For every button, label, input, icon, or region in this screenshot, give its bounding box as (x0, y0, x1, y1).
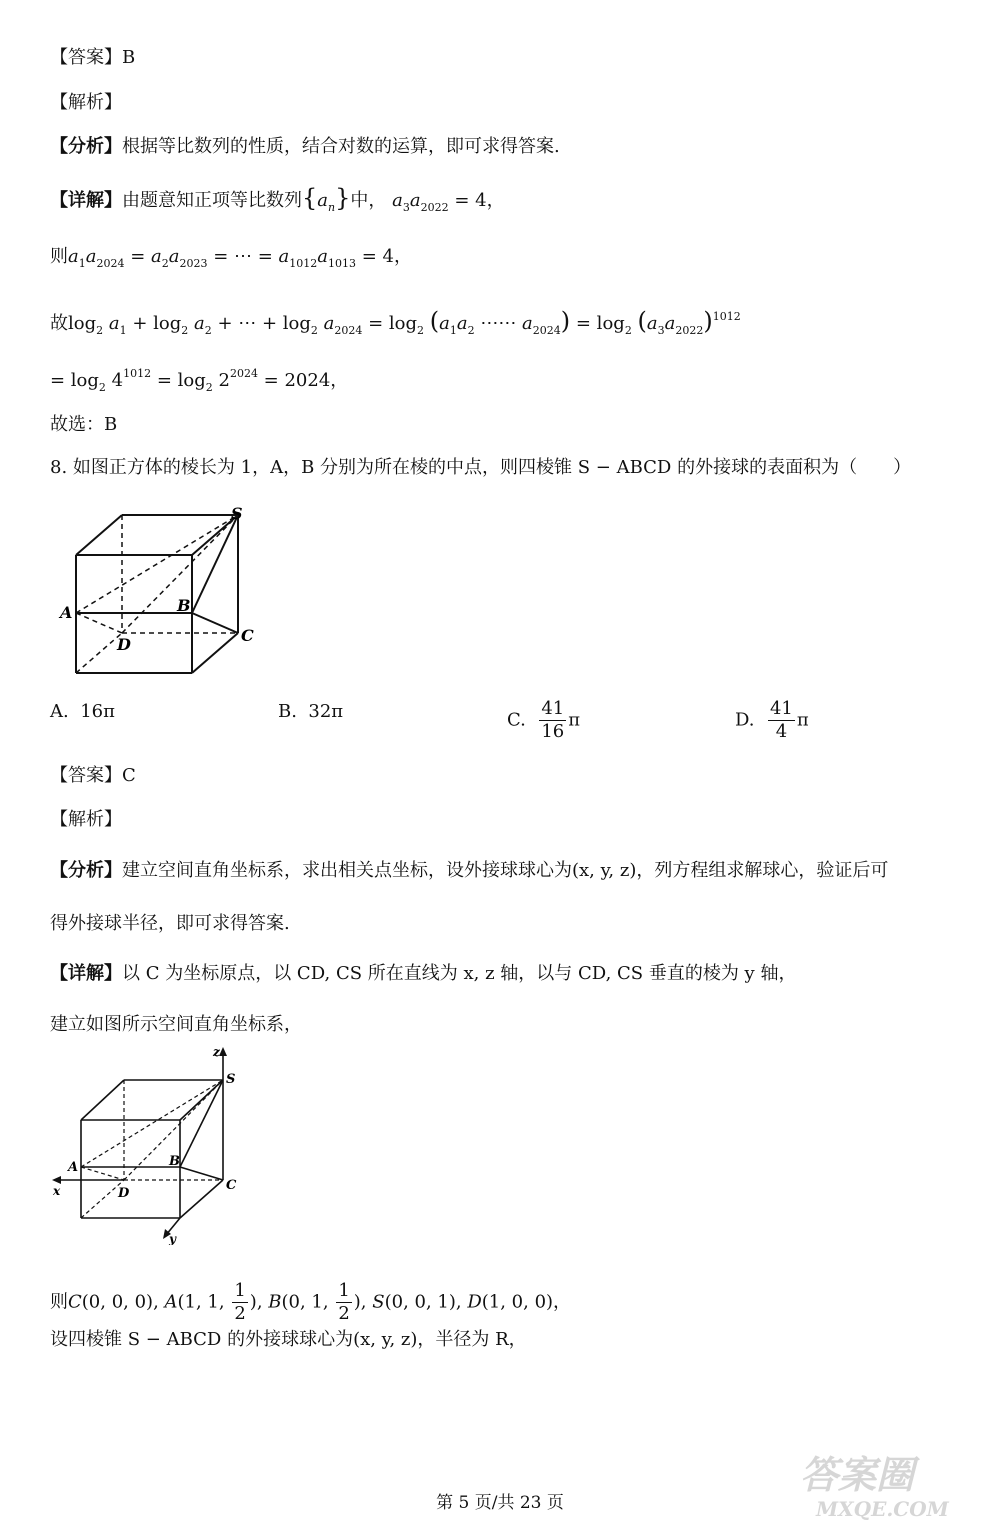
label-b-2: B (169, 1154, 180, 1169)
label-s-2: S (226, 1072, 236, 1087)
q7-xiangjie: 【详解】由题意知正项等比数列$\{a_n\}$中， $a_3a_{2022} = 4$， (50, 184, 505, 214)
axis-x-label: x (53, 1184, 61, 1198)
cube-figure (55, 505, 295, 685)
label-c: C (241, 626, 254, 645)
option-b[interactable]: B. 32π (278, 701, 344, 722)
q7-fenxi: 【分析】根据等比数列的性质，结合对数的运算，即可求得答案. (50, 136, 560, 157)
q8-last-line: 设四棱锥 S − ABCD 的外接球球心为(x, y, z)，半径为 R， (50, 1329, 527, 1350)
q7-analysis-label: 【解析】 (50, 92, 122, 113)
label-c-2: C (226, 1178, 237, 1193)
coordinate-cube-figure (48, 1045, 258, 1245)
watermark-logo (792, 1442, 982, 1522)
page-footer: 第 5 页/共 23 页 (436, 1493, 564, 1513)
q8-fenxi-2: 得外接球半径，即可求得答案. (50, 913, 290, 934)
watermark-top: 答案圈 (800, 1452, 915, 1497)
q7-equation-1: 则$a_1a_{2024} = a_2a_{2023}$ = ⋯ = $a_{1012}a_{1013} = 4$， (50, 246, 412, 270)
q7-answer: 【答案】B (50, 47, 136, 68)
q8-answer: 【答案】C (50, 765, 136, 786)
q7-equation-2: 故$\log_2 a_1 + \log_2 a_2$ + ⋯ + $\log_2 a_{2024} = \log_2 (a_1a_2$ ⋯⋯ $a_{2024}) = \log_2 (a_3a_{2022})^{1012}$ (50, 307, 741, 337)
option-d[interactable]: D. $\frac{41}{4}$ π (735, 698, 809, 742)
label-a-2: A (68, 1160, 79, 1175)
label-s: S (231, 505, 243, 523)
q7-final-choice: 故选：B (50, 414, 118, 435)
option-a[interactable]: A. 16π (50, 701, 115, 722)
label-b: B (177, 596, 191, 615)
q8-stem: 8. 如图正方体的棱长为 1，A，B 分别为所在棱的中点，则四棱锥 S − ABCD 的外接球的表面积为（ ） (50, 457, 912, 478)
q8-coordinates: 则C(0, 0, 0), A(1, 1, $\frac{1}{2}$ ), B(0, 1, $\frac{1}{2}$ ), S(0, 0, 1), D(1, 0, 0)， (50, 1280, 572, 1324)
q8-xiangjie-1: 【详解】以 C 为坐标原点，以 CD, CS 所在直线为 x, z 轴，以与 CD, CS 垂直的棱为 y 轴， (50, 963, 797, 984)
label-d: D (117, 635, 131, 654)
q7-equation-3: = $\log_2 4^{1012} = \log_2 2^{2024} = 2024$， (50, 367, 349, 394)
watermark-bottom: MXQE.COM (816, 1497, 949, 1521)
option-c[interactable]: C. $\frac{41}{16}$ π (507, 698, 581, 742)
q8-fenxi-1: 【分析】建立空间直角坐标系，求出相关点坐标，设外接球球心为(x, y, z)，列方程组求解球心，验证后可 (50, 860, 889, 881)
q8-xiangjie-2: 建立如图所示空间直角坐标系， (50, 1014, 302, 1035)
label-d-2: D (118, 1186, 130, 1201)
q8-analysis-label: 【解析】 (50, 809, 122, 830)
axis-z-label: z (213, 1045, 220, 1059)
axis-y-label: y (169, 1232, 176, 1245)
label-a: A (60, 603, 73, 622)
